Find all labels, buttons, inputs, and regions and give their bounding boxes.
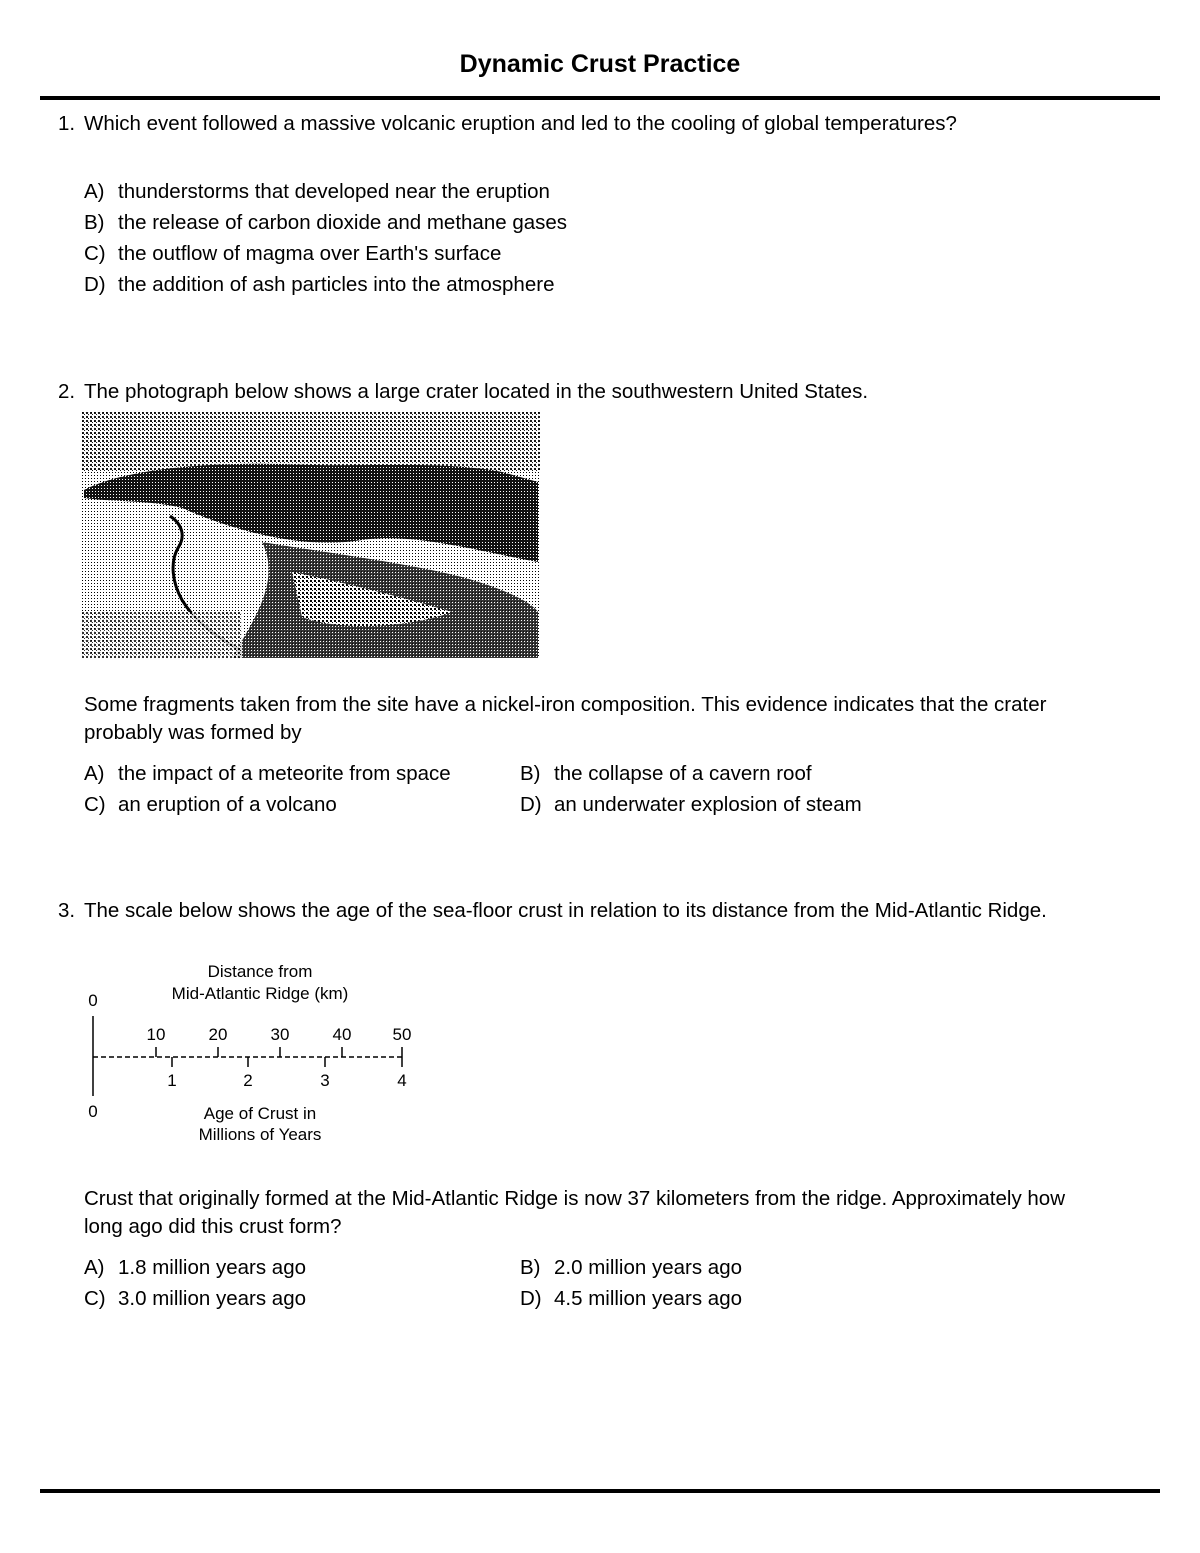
header-rule <box>40 96 1160 100</box>
option-letter: B) <box>520 762 541 785</box>
option-text: an eruption of a volcano <box>118 793 337 816</box>
age-tick-label: 3 <box>320 1071 330 1090</box>
crater-photo <box>82 412 540 658</box>
question-text: Which event followed a massive volcanic eruption and led to the cooling of global temperatures? <box>84 112 957 135</box>
distance-tick-label: 10 <box>146 1025 166 1044</box>
distance-tick-label: 50 <box>392 1025 412 1044</box>
option-letter: C) <box>84 793 106 816</box>
option-text: the release of carbon dioxide and methane gases <box>118 211 568 234</box>
option-text: the addition of ash particles into the atmosphere <box>118 273 555 296</box>
question-text: The photograph below shows a large crater located in the southwestern United States. <box>84 380 869 403</box>
option-c[interactable] <box>84 240 501 268</box>
option-text: 4.5 million years ago <box>554 1287 743 1310</box>
option-a[interactable] <box>84 178 550 206</box>
question-text: The scale below shows the age of the sea-floor crust in relation to its distance from the Mid-Atlantic Ridge. <box>84 899 1047 922</box>
option-letter: A) <box>84 762 105 785</box>
option-b[interactable] <box>84 209 567 237</box>
option-d[interactable] <box>520 1285 742 1313</box>
question-number: 2. <box>58 380 76 403</box>
scale-top-title-1: Distance from <box>207 962 313 981</box>
option-text: the collapse of a cavern roof <box>554 762 812 785</box>
age-tick-label: 1 <box>167 1071 177 1090</box>
distance-tick-label: 30 <box>270 1025 290 1044</box>
footer-rule <box>40 1489 1160 1493</box>
page-title: Dynamic Crust Practice <box>459 50 741 78</box>
option-text: the impact of a meteorite from space <box>118 762 451 785</box>
option-letter: B) <box>520 1256 541 1279</box>
distance-tick-label: 0 <box>88 991 98 1010</box>
option-text: thunderstorms that developed near the eruption <box>118 180 550 203</box>
scale-bottom-title-2: Millions of Years <box>198 1125 322 1144</box>
option-letter: D) <box>84 273 106 296</box>
question-number: 1. <box>58 112 76 135</box>
distance-tick-label: 20 <box>208 1025 228 1044</box>
question-3 <box>58 897 1118 925</box>
option-letter: D) <box>520 1287 542 1310</box>
option-letter: C) <box>84 242 106 265</box>
option-b[interactable] <box>520 1254 742 1282</box>
option-text: the outflow of magma over Earth's surface <box>118 242 502 265</box>
option-letter: C) <box>84 1287 106 1310</box>
option-c[interactable] <box>84 791 337 819</box>
option-text: 1.8 million years ago <box>118 1256 307 1279</box>
option-letter: A) <box>84 180 105 203</box>
scale-bottom-title-1: Age of Crust in <box>203 1104 317 1123</box>
question-number: 3. <box>58 899 76 922</box>
option-b[interactable] <box>520 760 812 788</box>
option-text: an underwater explosion of steam <box>554 793 862 816</box>
scale-top-title-2: Mid-Atlantic Ridge (km) <box>171 984 349 1003</box>
distance-age-scale <box>80 958 440 1148</box>
question-1 <box>58 110 1118 138</box>
option-d[interactable] <box>84 271 554 299</box>
distance-tick-label: 40 <box>332 1025 352 1044</box>
option-c[interactable] <box>84 1285 306 1313</box>
age-tick-label: 0 <box>88 1102 98 1121</box>
age-tick-label: 2 <box>243 1071 253 1090</box>
option-text: 2.0 million years ago <box>554 1256 743 1279</box>
option-letter: A) <box>84 1256 105 1279</box>
question-3-followup: Crust that originally formed at the Mid-Atlantic Ridge is now 37 kilometers from the ridge. Approximately how long ago did this crust form? <box>84 1187 1066 1238</box>
option-d[interactable] <box>520 791 862 819</box>
option-a[interactable] <box>84 1254 306 1282</box>
option-text: 3.0 million years ago <box>118 1287 307 1310</box>
age-tick-label: 4 <box>397 1071 407 1090</box>
option-letter: B) <box>84 211 105 234</box>
question-2 <box>58 378 1118 406</box>
question-2-followup: Some fragments taken from the site have a nickel-iron composition. This evidence indicates that the crater probably was formed by <box>84 693 1047 744</box>
option-letter: D) <box>520 793 542 816</box>
option-a[interactable] <box>84 760 451 788</box>
